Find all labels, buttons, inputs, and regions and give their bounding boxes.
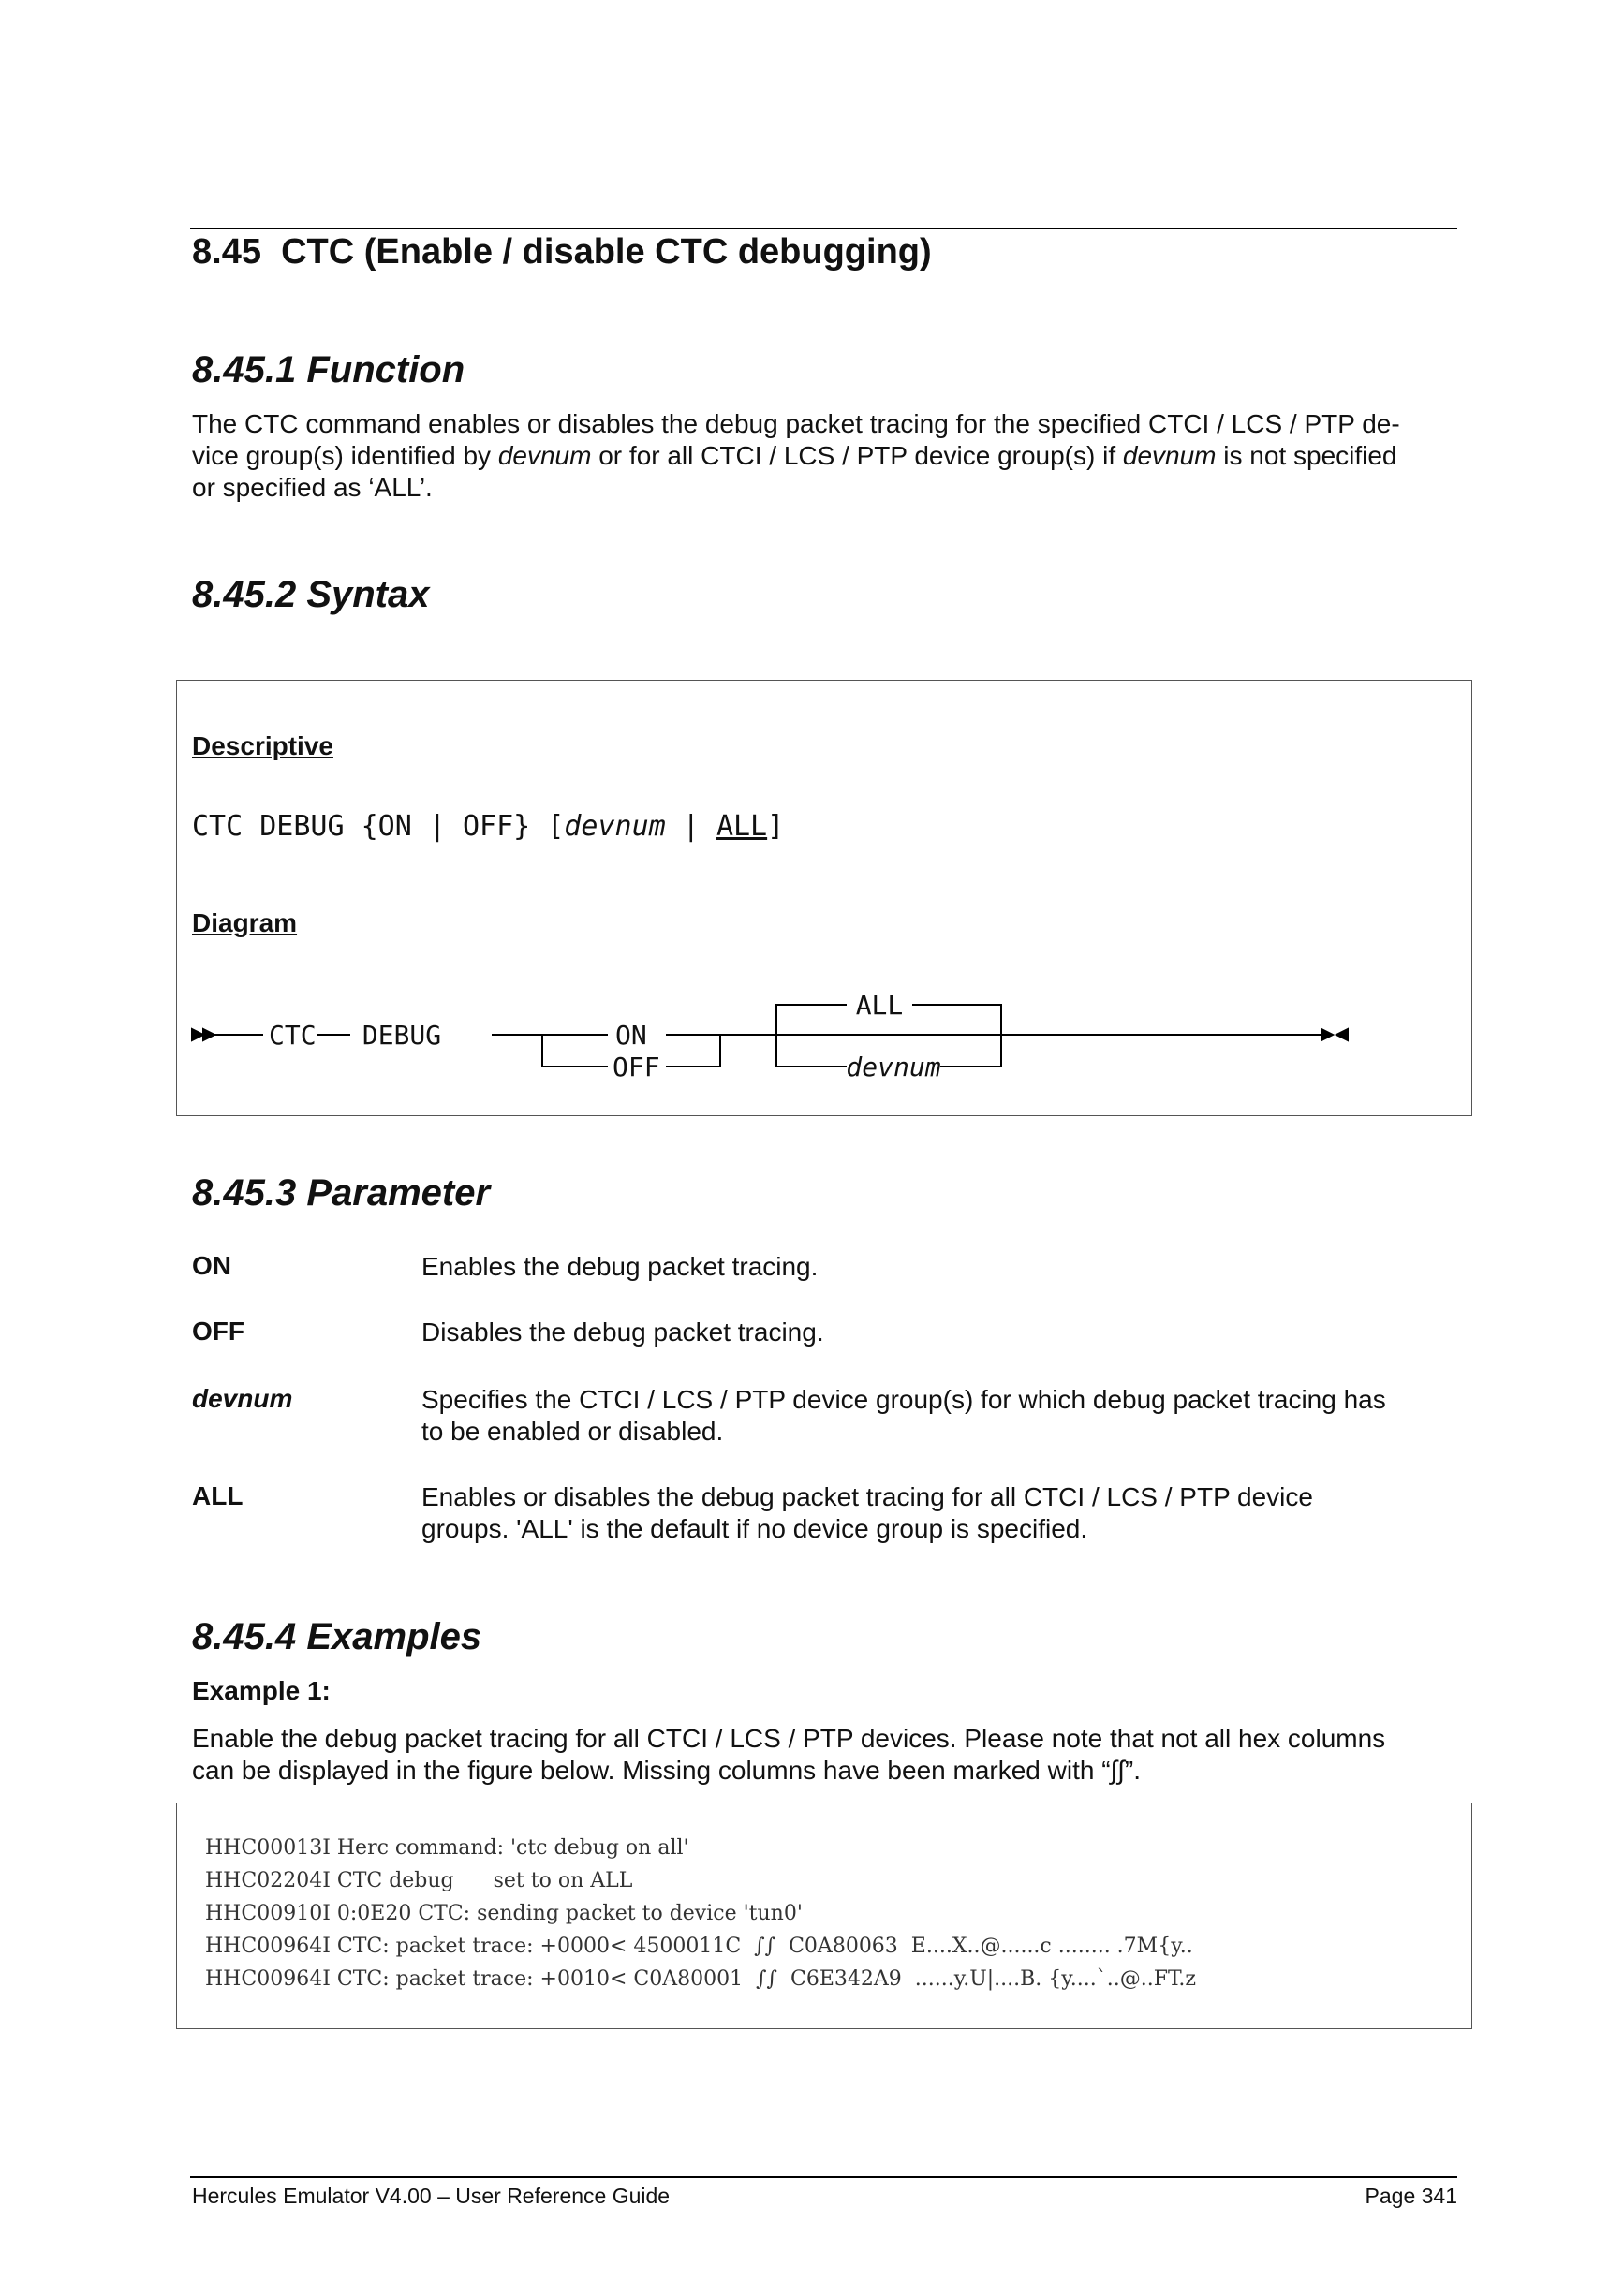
example1-label: Example 1: (192, 1676, 331, 1705)
function-line-2e: is not specified (1216, 441, 1397, 470)
start-arrow-1 (192, 1029, 203, 1040)
examples-heading: 8.45.4 Examples (192, 1616, 482, 1657)
param-desc-all (421, 1481, 1452, 1545)
footer-rule (190, 2176, 1457, 2178)
end-arrow-1 (1321, 1029, 1333, 1040)
function-line-2 (192, 440, 1466, 472)
diagram-ctc: CTC (269, 1020, 317, 1051)
end-arrow-2 (1336, 1029, 1348, 1040)
code-line: HHC00964I CTC: packet trace: +0010< C0A80001 ∫∫ C6E342A9 ......y.U|....B. {y....`..@..FT.z (205, 1967, 1197, 1991)
footer-page-number: Page 341 (1365, 2184, 1457, 2208)
section-title-text: CTC (Enable / disable CTC debugging) (281, 232, 932, 272)
header-rule (190, 228, 1457, 229)
function-line-2a: vice group(s) identified by (192, 441, 498, 470)
function-paragraph (192, 408, 1466, 504)
descriptive-label: Descriptive (192, 731, 333, 760)
syntax-box (176, 680, 1472, 1116)
syntax-heading: 8.45.2 Syntax (192, 574, 430, 615)
param-term-all: ALL (192, 1481, 244, 1510)
examples-intro-2: can be displayed in the figure below. Missing columns have been marked with “∫∫”. (192, 1756, 1141, 1785)
cmd-devnum: devnum (564, 810, 666, 843)
cmd-bar-1: | (428, 810, 446, 843)
cmd-close: ] (767, 810, 785, 843)
cmd-bar-2: | (665, 810, 716, 843)
param-desc-all-1: Enables or disables the debug packet tracing for all CTCI / LCS / PTP device (421, 1482, 1313, 1511)
param-desc-off (421, 1317, 1452, 1348)
code-line: HHC00910I 0:0E20 CTC: sending packet to device 'tun0' (205, 1902, 803, 1925)
rail-all-out (912, 1005, 1001, 1035)
param-desc-devnum-2: to be enabled or disabled. (421, 1417, 724, 1446)
examples-intro-1: Enable the debug packet tracing for all CTCI / LCS / PTP devices. Please note that not all hex columns (192, 1724, 1386, 1753)
function-line-1: The CTC command enables or disables the debug packet tracing for the specified CTCI / LCS / PTP de- (192, 409, 1400, 438)
cmd-off: OFF} [ (445, 810, 565, 843)
param-desc-on (421, 1251, 1452, 1283)
code-block (205, 1832, 1196, 1995)
function-line-3: or specified as ‘ALL’. (192, 473, 433, 502)
examples-intro (192, 1723, 1466, 1787)
function-devnum-2: devnum (1122, 441, 1217, 470)
function-heading: 8.45.1 Function (192, 349, 465, 390)
diagram-debug: DEBUG (362, 1020, 442, 1051)
param-term-off: OFF (192, 1317, 244, 1346)
code-line: HHC00964I CTC: packet trace: +0000< 4500011C ∫∫ C0A80063 E....X..@......c ........ .7M{y.. (205, 1935, 1193, 1958)
function-devnum-1: devnum (497, 441, 592, 470)
param-desc-off-1: Disables the debug packet tracing. (421, 1317, 824, 1347)
rail-off-branch (542, 1035, 608, 1067)
section-number: 8.45 (192, 232, 261, 272)
footer-left: Hercules Emulator V4.00 – User Reference Guide (192, 2184, 671, 2208)
example-code-box (176, 1803, 1472, 2029)
rail-devnum-branch (776, 1035, 847, 1067)
diagram-devnum: devnum (846, 1052, 941, 1082)
param-term-devnum: devnum (192, 1384, 293, 1413)
parameter-heading: 8.45.3 Parameter (192, 1172, 491, 1214)
section-title (192, 232, 932, 272)
cmd-all: ALL (716, 810, 768, 843)
cmd-prefix: CTC DEBUG {ON (192, 810, 429, 843)
param-desc-all-2: groups. 'ALL' is the default if no device group is specified. (421, 1514, 1088, 1543)
rail-devnum-out (940, 1035, 1001, 1067)
syntax-diagram (177, 962, 1471, 1111)
syntax-command (192, 810, 784, 843)
diagram-all: ALL (855, 990, 904, 1021)
param-desc-devnum (421, 1384, 1452, 1448)
function-line-2c: or for all CTCI / LCS / PTP device group(s) if (591, 441, 1123, 470)
diagram-off: OFF (613, 1052, 660, 1082)
rail-all-branch (776, 1005, 847, 1035)
rail-off-out (666, 1035, 720, 1067)
diagram-label: Diagram (192, 908, 298, 937)
code-line: HHC00013I Herc command: 'ctc debug on all' (205, 1836, 689, 1860)
start-arrow-2 (203, 1029, 214, 1040)
param-desc-on-1: Enables the debug packet tracing. (421, 1252, 819, 1281)
param-desc-devnum-1: Specifies the CTCI / LCS / PTP device group(s) for which debug packet tracing has (421, 1385, 1386, 1414)
diagram-on: ON (615, 1020, 647, 1051)
param-term-on: ON (192, 1251, 231, 1280)
code-line: HHC02204I CTC debug set to on ALL (205, 1869, 633, 1892)
